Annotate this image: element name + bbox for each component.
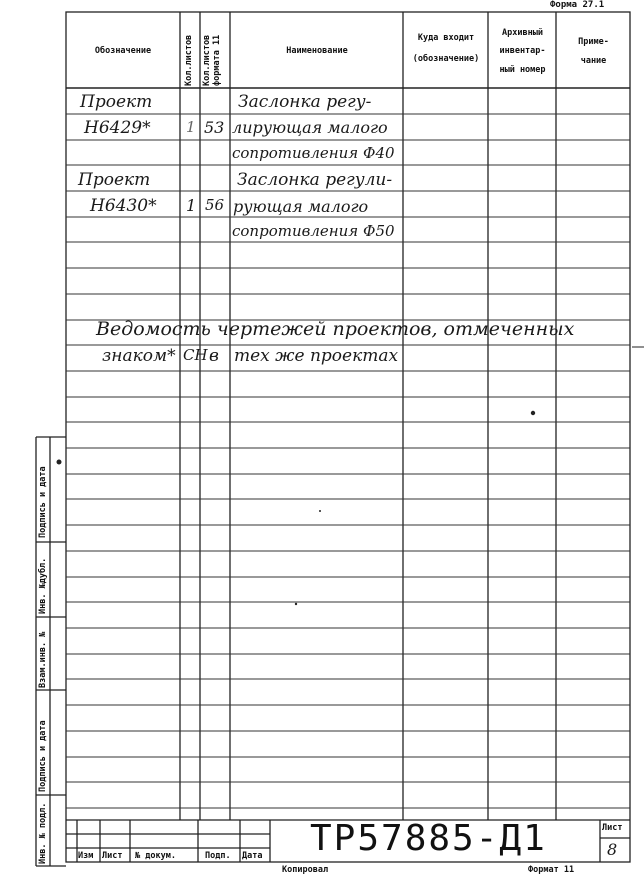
- header-notes-2: чание: [580, 56, 607, 66]
- entry-2-designation-line-2: Н6430*: [90, 196, 157, 216]
- stamp-sheet-number: 8: [607, 840, 618, 859]
- header-where-used-1: Куда входит: [417, 33, 475, 43]
- stamp-sheet-label: Лист: [602, 823, 623, 833]
- entry-2-name-line-3: сопротивления Ф50: [232, 222, 395, 240]
- note-line-2-in: в: [209, 346, 219, 366]
- note-line-2-code: СН: [183, 346, 208, 364]
- margin-duplicate-no: Инв. №дубл.: [38, 557, 48, 614]
- entry-1-name-line-2: лирующая малого: [232, 118, 388, 137]
- entry-1-name-line-1: Заслонка регу-: [238, 92, 372, 112]
- stamp-col-date: Дата: [242, 851, 263, 861]
- margin-signature-date-bottom: Подпись и дата: [38, 720, 48, 792]
- header-where-used-2: (обозначение): [412, 54, 480, 64]
- entry-1-count: 1: [186, 118, 196, 136]
- stamp-col-sign: Подп.: [205, 851, 231, 861]
- entry-2-designation-line-1: Проект: [78, 170, 151, 190]
- stamp-col-doc: № докум.: [135, 851, 176, 861]
- note-line-2-mark: знаком*: [102, 346, 176, 366]
- entry-2-name-line-1: Заслонка регули-: [237, 170, 393, 190]
- document-code: ТР57885-Д1: [310, 818, 547, 859]
- form-label: Форма 27.1: [550, 0, 605, 10]
- entry-2-name-line-2: рующая малого: [233, 197, 369, 216]
- header-sheets-count: Кол.листов: [184, 34, 194, 86]
- header-notes-1: Приме-: [578, 37, 609, 47]
- entry-1-designation-line-1: Проект: [80, 92, 153, 112]
- margin-original-no: Инв. № подл.: [38, 802, 48, 864]
- entry-2-count: 1: [186, 196, 197, 215]
- margin-signature-date-top: Подпись и дата: [38, 466, 48, 538]
- header-archive-1: Архивный: [502, 28, 543, 38]
- margin-replaced-no: Взам.инв. №: [38, 631, 48, 688]
- note-line-1: Ведомость чертежей проектов, отмеченных: [96, 318, 575, 340]
- header-designation: Обозначение: [94, 46, 152, 56]
- header-archive-3: ный номер: [499, 65, 546, 75]
- entry-1-format-count: 53: [204, 118, 225, 137]
- header-name: Наименование: [286, 46, 348, 56]
- note-line-2-text: тех же проектах: [234, 346, 399, 366]
- stamp-col-change: Изм: [78, 851, 94, 861]
- stamp-col-sheet: Лист: [102, 851, 123, 861]
- header-sheets-format: Кол.листов формата 11: [202, 34, 222, 86]
- entry-2-format-count: 56: [205, 196, 225, 214]
- header-archive-2: инвентар-: [499, 46, 546, 56]
- format-label: Формат 11: [528, 865, 575, 875]
- copied-label: Копировал: [282, 865, 329, 875]
- entry-1-designation-line-2: Н6429*: [84, 118, 151, 138]
- entry-1-name-line-3: сопротивления Ф40: [232, 144, 395, 162]
